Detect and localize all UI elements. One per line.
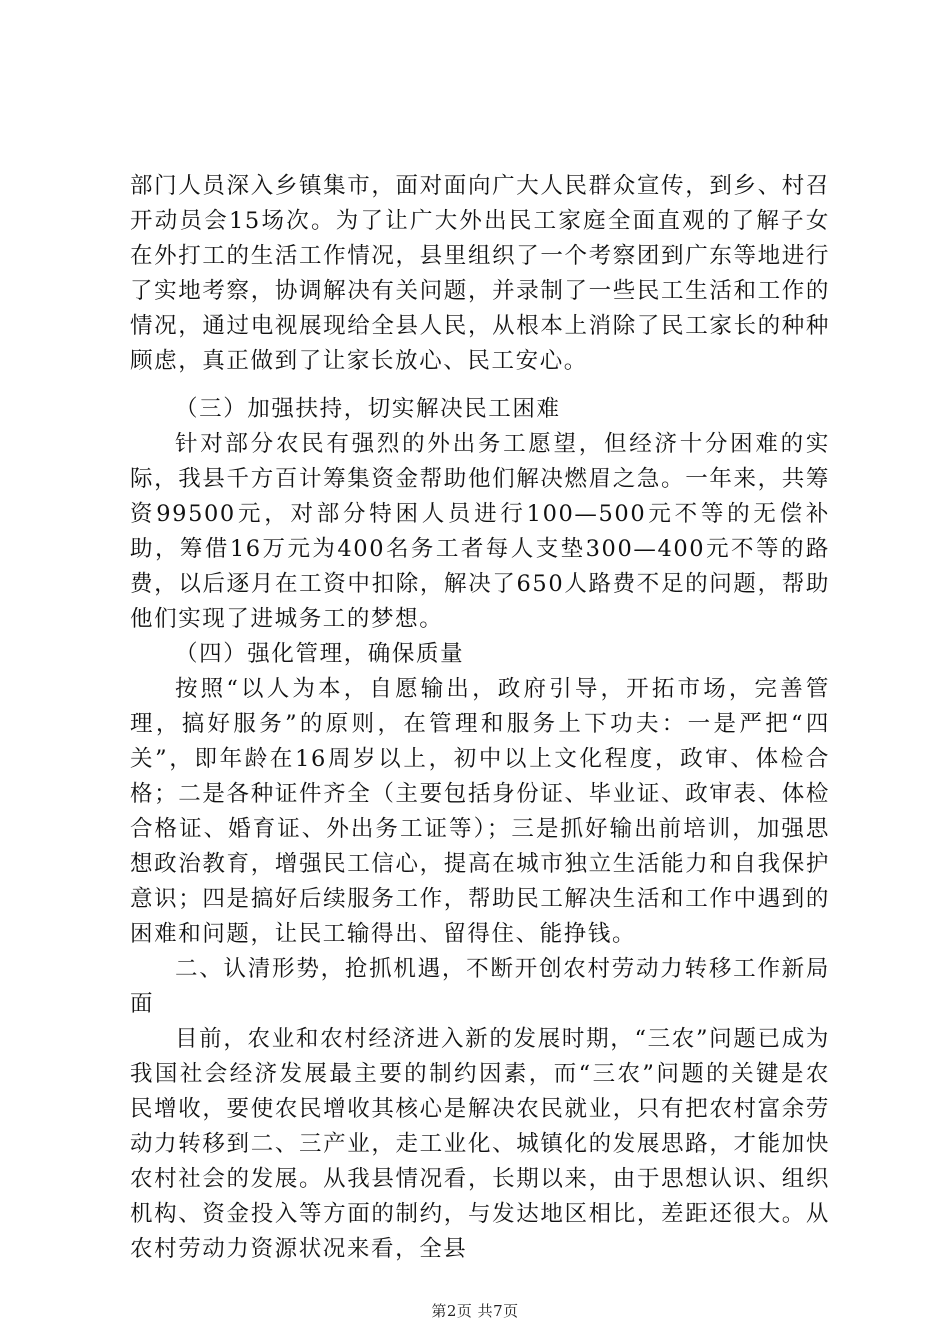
paragraph-funding: 针对部分农民有强烈的外出务工愿望，但经济十分困难的实际，我县千方百计筹集资金帮助他们解决燃眉之急。一年来，共筹资99500元，对部分特困人员进行100—500元不等的无偿补助，筹借16万元为400名务工者每人支垫300—400元不等的路费，以后逐月在工资中扣除，解决了650人路费不足的问题，帮助他们实现了进城务工的梦想。 — [130, 431, 830, 632]
paragraph-situation: 目前，农业和农村经济进入新的发展时期，“三农”问题已成为我国社会经济发展最主要的制约因素，而“三农”问题的关键是农民增收，要使农民增收其核心是解决农民就业，只有把农村富余劳动力转移到二、三产业，走工业化、城镇化的发展思路，才能加快农村社会的发展。从我县情况看，长期以来，由于思想认识、组织机构、资金投入等方面的制约，与发达地区相比，差距还很大。从农村劳动力资源状况来看，全县 — [130, 1026, 830, 1262]
text-block-main — [130, 392, 830, 1267]
section-heading-two: 二、认清形势，抢抓机遇，不断开创农村劳动力转移工作新局面 — [130, 956, 830, 1017]
section-heading-four: （四）强化管理，确保质量 — [175, 641, 465, 667]
page-number-footer: 第2页 共7页 — [431, 1302, 519, 1320]
section-heading-three: （三）加强扶持，切实解决民工困难 — [175, 396, 561, 422]
text-block-top — [130, 169, 830, 379]
paragraph-continued: 部门人员深入乡镇集市，面对面向广大人民群众宣传，到乡、村召开动员会15场次。为了让广大外出民工家庭全面直观的了解子女在外打工的生活工作情况，县里组织了一个考察团到广东等地进行了实地考察，协调解决有关问题，并录制了一些民工生活和工作的情况，通过电视展现给全县人民，从根本上消除了民工家长的种种顾虑，真正做到了让家长放心、民工安心。 — [130, 173, 830, 374]
paragraph-management: 按照“以人为本，自愿输出，政府引导，开拓市场，完善管理，搞好服务”的原则，在管理和服务上下功夫：一是严把“四关”，即年龄在16周岁以上，初中以上文化程度，政审、体检合格；二是各种证件齐全（主要包括身份证、毕业证、政审表、体检合格证、婚育证、外出务工证等）；三是抓好输出前培训，加强思想政治教育，增强民工信心，提高在城市独立生活能力和自我保护意识；四是搞好后续服务工作，帮助民工解决生活和工作中遇到的困难和问题，让民工输得出、留得住、能挣钱。 — [130, 676, 830, 947]
